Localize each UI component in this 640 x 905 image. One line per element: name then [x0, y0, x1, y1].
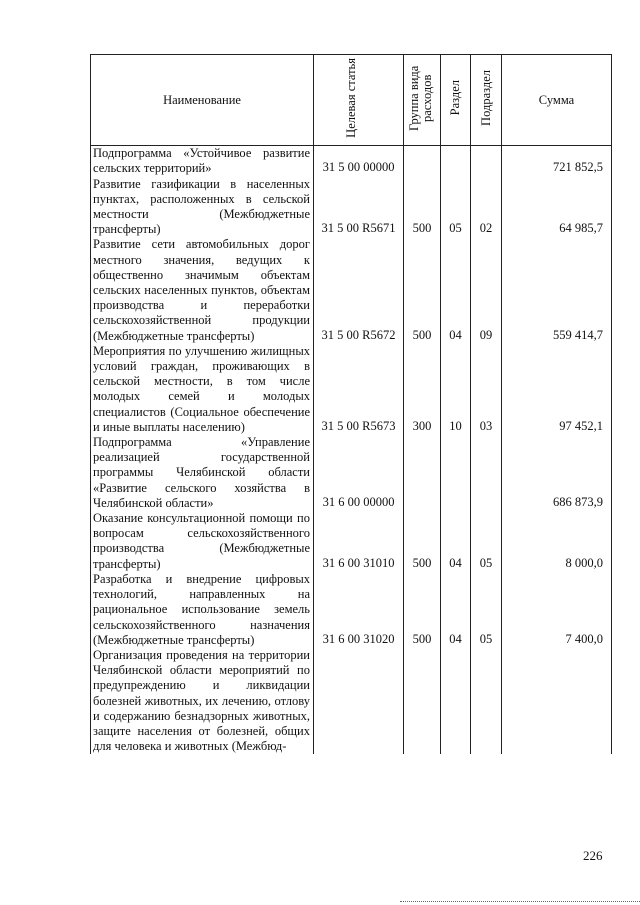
row-group: 500: [404, 237, 441, 343]
header-group: Группа вида расходов: [404, 55, 441, 146]
header-section: Раздел: [441, 55, 471, 146]
row-group: 300: [404, 344, 441, 435]
row-subsection: 03: [471, 344, 502, 435]
table-row: [91, 344, 612, 435]
row-subsection: 02: [471, 177, 502, 238]
row-subsection: 05: [471, 511, 502, 572]
row-sum: 8 000,0: [502, 511, 612, 572]
row-name: Организация проведения на территории Челябинской области мероприятий по предупреждению и ликвидации болезней животных, их лечению, отлову и содержанию безнадзорных животных, защите населения от болезней, общих для человека и животных (Межбюд-: [91, 648, 314, 754]
row-section: [441, 146, 471, 177]
row-section: 04: [441, 511, 471, 572]
row-name: Подпрограмма «Управление реализацией государственной программы Челябинской области «Развитие сельского хозяйства в Челябинской области»: [91, 435, 314, 511]
row-sum: 559 414,7: [502, 237, 612, 343]
row-subsection: 05: [471, 572, 502, 648]
row-section: [441, 648, 471, 754]
table-row: [91, 435, 612, 511]
row-sum: 64 985,7: [502, 177, 612, 238]
row-section: 05: [441, 177, 471, 238]
row-name: Развитие газификации в населенных пунктах, расположенных в сельской местности (Межбюджетные трансферты): [91, 177, 314, 238]
header-subsection: Подраздел: [471, 55, 502, 146]
row-article: 31 5 00 R5673: [314, 344, 404, 435]
row-subsection: 09: [471, 237, 502, 343]
row-sum: 7 400,0: [502, 572, 612, 648]
row-sum: 686 873,9: [502, 435, 612, 511]
row-group: 500: [404, 177, 441, 238]
row-section: 04: [441, 572, 471, 648]
row-section: [441, 435, 471, 511]
row-article: 31 6 00 31010: [314, 511, 404, 572]
row-sum: 721 852,5: [502, 146, 612, 177]
header-name: Наименование: [91, 55, 314, 146]
table-row: [91, 146, 612, 177]
row-article: 31 6 00 31020: [314, 572, 404, 648]
budget-table: [90, 54, 612, 754]
row-group: [404, 435, 441, 511]
row-subsection: [471, 435, 502, 511]
row-section: 10: [441, 344, 471, 435]
row-group: [404, 648, 441, 754]
table-row: [91, 648, 612, 754]
row-article: 31 5 00 00000: [314, 146, 404, 177]
header-article: Целевая статья: [314, 55, 404, 146]
row-article: [314, 648, 404, 754]
row-name: Оказание консультационной помощи по вопросам сельскохозяйственного производства (Межбюджетные трансферты): [91, 511, 314, 572]
row-section: 04: [441, 237, 471, 343]
row-subsection: [471, 146, 502, 177]
row-group: [404, 146, 441, 177]
table-row: [91, 237, 612, 343]
scan-edge-line: [400, 901, 640, 902]
row-sum: [502, 648, 612, 754]
row-sum: 97 452,1: [502, 344, 612, 435]
row-name: Мероприятия по улучшению жилищных условий граждан, проживающих в сельской местности, в том числе молодых семей и молодых специалистов (Социальное обеспечение и иные выплаты населению): [91, 344, 314, 435]
table-row: [91, 511, 612, 572]
header-sum: Сумма: [502, 55, 612, 146]
row-name: Подпрограмма «Устойчивое развитие сельских территорий»: [91, 146, 314, 177]
row-article: 31 5 00 R5671: [314, 177, 404, 238]
table-header-row: [91, 55, 612, 146]
row-name: Развитие сети автомобильных дорог местного значения, ведущих к общественно значимым объектам сельских населенных пунктов, объектам производства и переработки сельскохозяйственной продукции (Межбюджетные трансферты): [91, 237, 314, 343]
page-number: 226: [583, 848, 603, 863]
row-subsection: [471, 648, 502, 754]
row-group: 500: [404, 511, 441, 572]
row-article: 31 6 00 00000: [314, 435, 404, 511]
row-group: 500: [404, 572, 441, 648]
table-row: [91, 572, 612, 648]
row-name: Разработка и внедрение цифровых технологий, направленных на рациональное использование земель сельскохозяйственного назначения (Межбюджетные трансферты): [91, 572, 314, 648]
row-article: 31 5 00 R5672: [314, 237, 404, 343]
table-row: [91, 177, 612, 238]
